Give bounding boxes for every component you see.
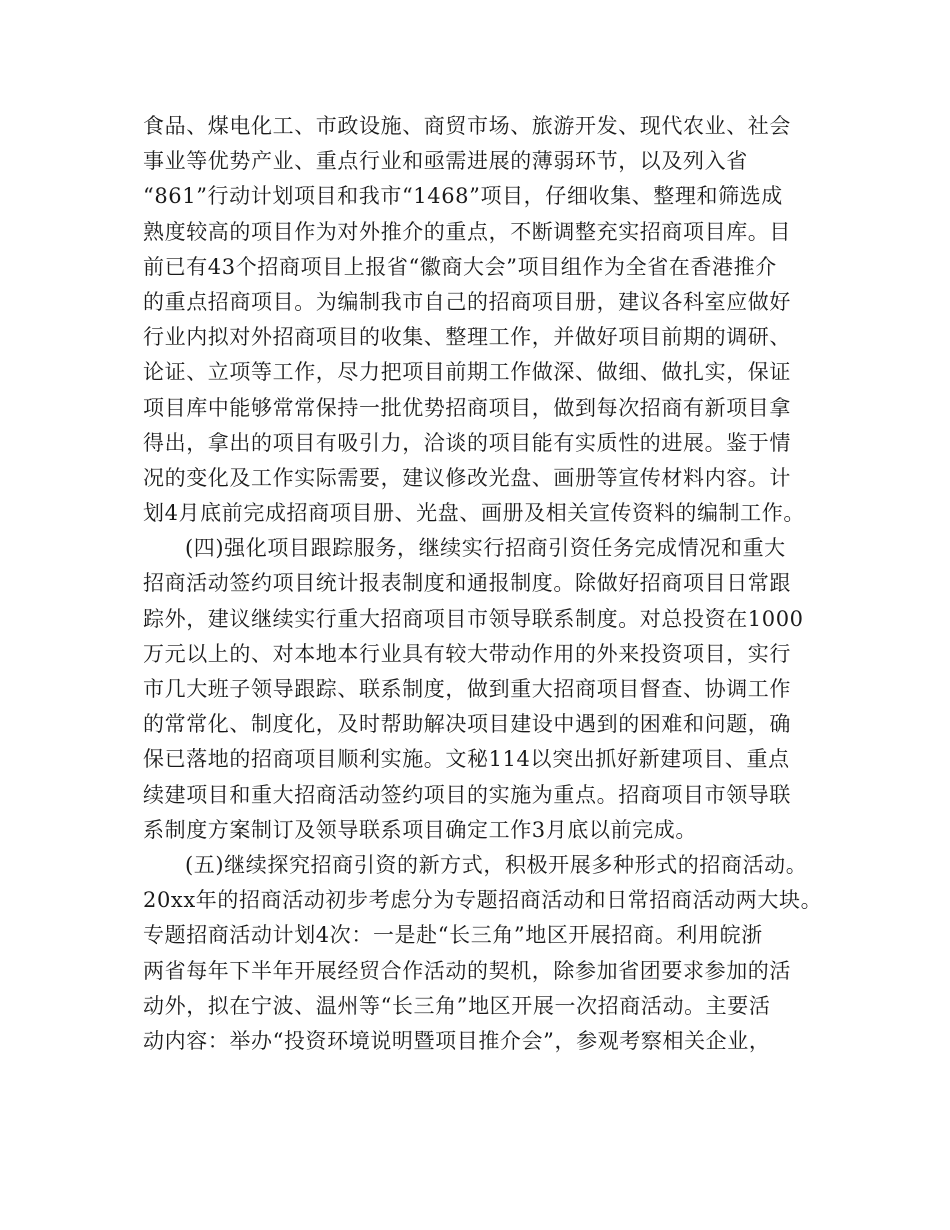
text-line: 行业内拟对外招商项目的收集、整理工作，并做好项目前期的调研、 xyxy=(143,325,791,350)
text-line: 的常常化、制度化，及时帮助解决项目建设中遇到的困难和问题，确 xyxy=(143,712,791,737)
text-line: 续建项目和重大招商活动签约项目的实施为重点。招商项目市领导联 xyxy=(143,782,791,807)
text-line: 动外，拟在宁波、温州等“长三角”地区开展一次招商活动。主要活 xyxy=(143,993,771,1018)
text-line: 系制度方案制订及领导联系项目确定工作3月底以前完成。 xyxy=(143,817,697,842)
text-line: 事业等优势产业、重点行业和亟需进展的薄弱环节，以及列入省 xyxy=(143,149,748,174)
text-line: 的重点招商项目。为编制我市自己的招商项目册，建议各科室应做好 xyxy=(143,289,791,314)
text-line: 万元以上的、对本地本行业具有较大带动作用的外来投资项目，实行 xyxy=(143,641,791,666)
text-line: 食品、煤电化工、市政设施、商贸市场、旅游开发、现代农业、社会 xyxy=(143,114,791,138)
text-line: 市几大班子领导跟踪、联系制度，做到重大招商项目督查、协调工作 xyxy=(143,677,791,701)
text-line: 保已落地的招商项目顺利实施。文秘114以突出抓好新建项目、重点 xyxy=(143,747,790,772)
paragraph-start-line: (五)继续探究招商引资的新方式，积极开展多种形式的招商活动。 xyxy=(185,852,808,877)
text-line: 两省每年下半年开展经贸合作活动的契机，除参加省团要求参加的活 xyxy=(143,958,791,983)
text-line: 招商活动签约项目统计报表制度和通报制度。除做好招商项目日常跟 xyxy=(143,571,791,596)
text-line: 动内容：举办“投资环境说明暨项目推介会”，参观考察相关企业， xyxy=(143,1028,771,1053)
text-line: “861”行动计划项目和我市“1468”项目，仔细收集、整理和筛选成 xyxy=(143,184,783,209)
text-line: 专题招商活动计划4次：一是赴“长三角”地区开展招商。利用皖浙 xyxy=(143,923,763,948)
text-line: 得出，拿出的项目有吸引力，洽谈的项目能有实质性的进展。鉴于情 xyxy=(143,430,791,455)
text-line: 况的变化及工作实际需要，建议修改光盘、画册等宣传材料内容。计 xyxy=(143,465,791,490)
text-line: 前已有43个招商项目上报省“徽商大会”项目组作为全省在香港推介 xyxy=(143,254,777,279)
body-text xyxy=(143,109,823,1059)
text-line: 论证、立项等工作，尽力把项目前期工作做深、做细、做扎实，保证 xyxy=(143,360,791,385)
paragraph-start-line: (四)强化项目跟踪服务，继续实行招商引资任务完成情况和重大 xyxy=(185,536,786,561)
text-line: 熟度较高的项目作为对外推介的重点，不断调整充实招商项目库。目 xyxy=(143,219,791,244)
text-line: 划4月底前完成招商项目册、光盘、画册及相关宣传资料的编制工作。 xyxy=(143,501,805,526)
text-line: 20xx年的招商活动初步考虑分为专题招商活动和日常招商活动两大块。 xyxy=(143,888,823,913)
text-line: 踪外，建议继续实行重大招商项目市领导联系制度。对总投资在1000 xyxy=(143,606,804,631)
text-line: 项目库中能够常常保持一批优势招商项目，做到每次招商有新项目拿 xyxy=(143,395,791,420)
